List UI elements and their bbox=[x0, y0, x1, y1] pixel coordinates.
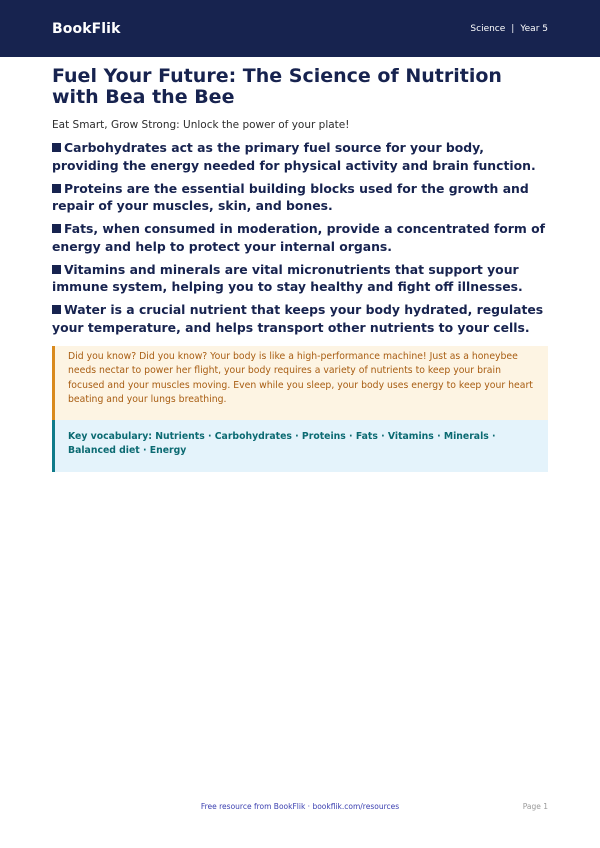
key-point-text: Carbohydrates act as the primary fuel source for your body, providing the energy needed for physical activity and brain function. bbox=[52, 140, 536, 173]
page-number: Page 1 bbox=[522, 802, 548, 811]
key-point-water bbox=[52, 301, 548, 336]
key-vocabulary-text: Key vocabulary: Nutrients · Carbohydrates · Proteins · Fats · Vitamins · Minerals · Balanced diet · Energy bbox=[68, 430, 496, 457]
key-point-fats bbox=[52, 220, 548, 255]
subject-meta bbox=[470, 24, 548, 34]
bullet-square-icon bbox=[52, 305, 61, 314]
key-point-text: Water is a crucial nutrient that keeps your body hydrated, regulates your temperature, and helps transport other nutrients to your cells. bbox=[52, 302, 544, 335]
key-point-text: Vitamins and minerals are vital micronutrients that support your immune system, helping you to stay healthy and fight off illnesses. bbox=[52, 261, 523, 294]
bullet-square-icon bbox=[52, 143, 61, 152]
page-footer bbox=[52, 802, 548, 814]
key-point-vitamins bbox=[52, 261, 548, 296]
page-subtitle: Eat Smart, Grow Strong: Unlock the power of your plate! bbox=[52, 119, 350, 131]
brand-logo[interactable]: BookFlik bbox=[52, 20, 121, 37]
bullet-square-icon bbox=[52, 224, 61, 233]
did-you-know-text: Did you know? Did you know? Your body is like a high-performance machine! Just as a honeybee needs nectar to power her flight, your body requires a variety of nutrients to keep your brain focused and your muscles moving. Even while you sleep, your body uses energy to keep your heart beating and your lungs breathing. bbox=[68, 351, 533, 406]
page-header bbox=[0, 0, 600, 57]
key-point-proteins bbox=[52, 180, 548, 215]
bullet-square-icon bbox=[52, 184, 61, 193]
bullet-square-icon bbox=[52, 265, 61, 274]
key-point-carbohydrates bbox=[52, 139, 548, 174]
footer-credit-link[interactable]: Free resource from BookFlik · bookflik.com/resources bbox=[200, 802, 400, 811]
key-point-text: Fats, when consumed in moderation, provide a concentrated form of energy and help to protect your internal organs. bbox=[52, 221, 546, 254]
subject-label: Science bbox=[470, 23, 506, 34]
year-label: Year 5 bbox=[520, 23, 548, 34]
meta-separator: | bbox=[511, 23, 515, 34]
page-title: Fuel Your Future: The Science of Nutrition with Bea the Bee bbox=[52, 65, 502, 108]
key-point-text: Proteins are the essential building blocks used for the growth and repair of your muscles, skin, and bones. bbox=[52, 180, 529, 213]
key-points-list bbox=[52, 139, 548, 336]
main-content bbox=[52, 66, 548, 472]
did-you-know-box bbox=[52, 346, 548, 420]
key-vocabulary-box bbox=[52, 420, 548, 473]
